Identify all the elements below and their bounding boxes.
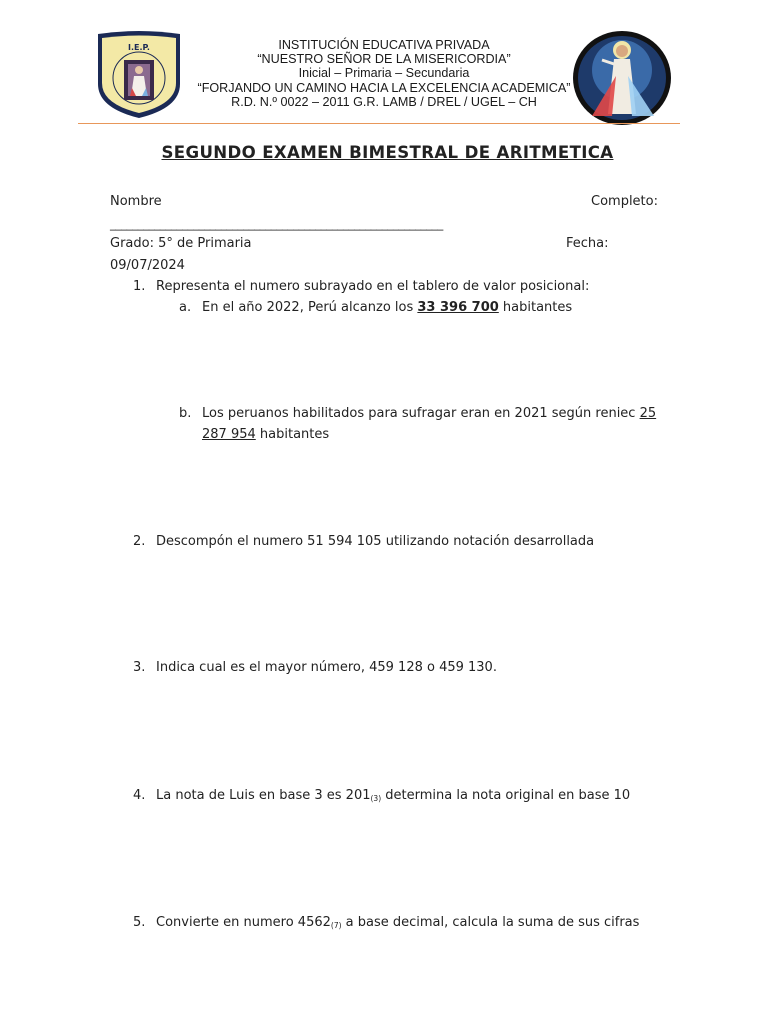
fecha-value: 09/07/2024 (110, 258, 185, 273)
q2-number: 2. (133, 534, 146, 549)
q4-after: determina la nota original en base 10 (381, 788, 631, 803)
q1b-value-part1: 25 (639, 406, 657, 421)
q1a-letter: a. (179, 300, 192, 315)
q4-number: 4. (133, 788, 146, 803)
q5-number: 5. (133, 915, 146, 930)
q1b-after: habitantes (255, 427, 330, 442)
q1a-before: En el año 2022, Perú alcanzo los (202, 300, 418, 315)
school-crest-icon (94, 30, 184, 120)
header-divider (78, 123, 680, 124)
q5-text (156, 915, 639, 934)
grado-text: Grado: 5° de Primaria (110, 236, 252, 251)
header-line-name: “NUESTRO SEÑOR DE LA MISERICORDIA” (257, 52, 511, 67)
header-line-institution: INSTITUCIÓN EDUCATIVA PRIVADA (278, 38, 490, 52)
q5-base-subscript: (7) (330, 921, 342, 930)
header-line-motto: “FORJANDO UN CAMINO HACIA LA EXCELENCIA ACADEMICA” (197, 80, 571, 95)
q1a-value: 33 396 700 (417, 300, 499, 315)
q1-text: Representa el numero subrayado en el tablero de valor posicional: (156, 279, 590, 294)
q1-number: 1. (133, 279, 146, 294)
q3-text: Indica cual es el mayor número, 459 128 o 459 130. (156, 660, 497, 675)
completo-label: Completo: (591, 194, 658, 209)
q1a-text (202, 300, 572, 316)
q1b-before: Los peruanos habilitados para sufragar eran en 2021 según reniec (202, 406, 640, 421)
q1b-text-line2 (202, 427, 329, 443)
q4-text (156, 788, 630, 807)
q5-before: Convierte en numero 4562 (156, 915, 331, 930)
crest-text: I.E.P. (128, 43, 150, 52)
q3-number: 3. (133, 660, 146, 675)
q1b-letter: b. (179, 406, 192, 421)
fecha-label: Fecha: (566, 236, 609, 251)
exam-title: SEGUNDO EXAMEN BIMESTRAL DE ARITMETICA (161, 143, 614, 162)
q4-base-subscript: (3) (370, 794, 382, 803)
school-header (190, 38, 578, 109)
q4-before: La nota de Luis en base 3 es 201 (156, 788, 371, 803)
q1a-after: habitantes (498, 300, 573, 315)
q1b-text-line1 (202, 406, 656, 422)
header-line-levels: Inicial – Primaria – Secundaria (298, 66, 470, 81)
header-line-resolution: R.D. N.º 0022 – 2011 G.R. LAMB / DREL / UGEL – CH (231, 94, 537, 109)
q1b-value-part2: 287 954 (202, 427, 256, 442)
q2-text: Descompón el numero 51 594 105 utilizando notación desarrollada (156, 534, 595, 549)
nombre-label: Nombre (110, 194, 162, 209)
divine-mercy-portrait-icon (572, 30, 672, 126)
q5-after: a base decimal, calcula la suma de sus cifras (341, 915, 640, 930)
name-line: ____________________________________________________________ (110, 217, 443, 231)
